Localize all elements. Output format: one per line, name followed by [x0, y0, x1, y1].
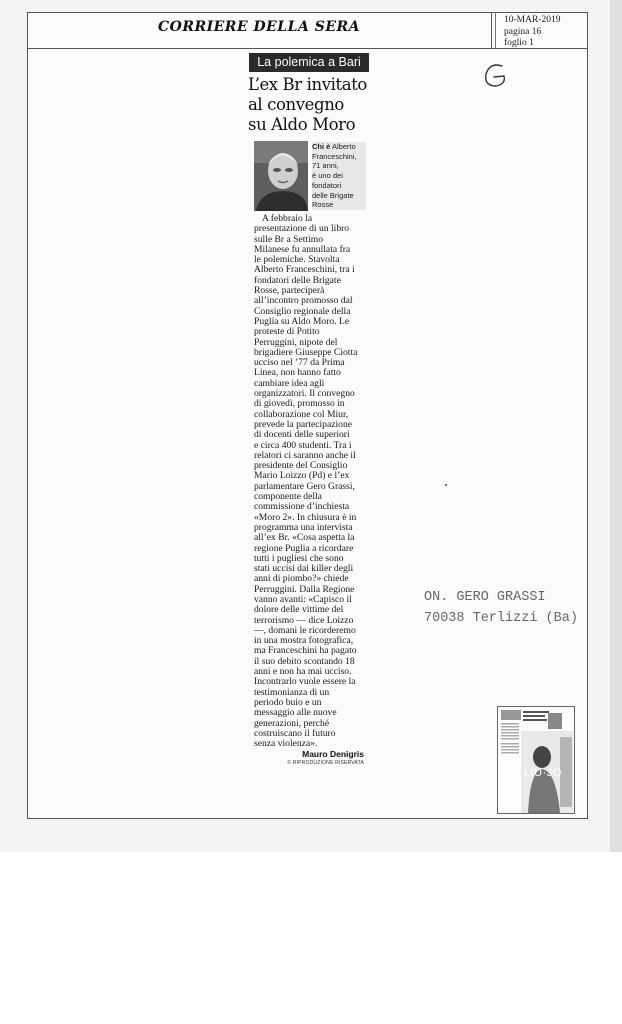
- body-line: stati uccisi dai killer degli: [254, 563, 354, 575]
- body-line: Linea, non hanno fatto: [254, 367, 341, 379]
- article-body: [254, 214, 370, 749]
- body-line: Perruggini, nipote del: [254, 336, 338, 348]
- headline-line: su Aldo Moro: [248, 115, 356, 134]
- bio-line-text: delle Brigate: [312, 190, 354, 200]
- bio-line: [312, 181, 366, 191]
- portrait-image: [254, 141, 308, 211]
- page-thumbnail: [497, 706, 575, 814]
- bio-line-text: fondatori: [312, 180, 342, 190]
- body-line: commissione d’inchiesta: [254, 501, 350, 513]
- headline-line: L’ex Br invitato: [248, 75, 367, 94]
- body-line: all’ex Br. «Cosa aspetta la: [254, 532, 355, 544]
- body-line: brigadiere Giuseppe Ciotta: [254, 346, 358, 358]
- body-line: tutti i pugliesi che sono: [254, 552, 344, 564]
- body-line: Consiglio regionale della: [254, 305, 351, 317]
- body-line: ucciso nel ’77 da Prima: [254, 357, 345, 369]
- body-line: programma una intervista: [254, 521, 353, 533]
- body-line: generazioni, perché: [254, 717, 330, 729]
- body-line: componente della: [254, 491, 322, 503]
- body-line: presentazione di un libro: [254, 223, 350, 235]
- stamp-name: ON. GERO GRASSI: [424, 590, 546, 605]
- bio-caption: [312, 142, 366, 210]
- copyright-notice: © RIPRODUZIONE RISERVATA: [287, 760, 364, 766]
- body-line: costruiscano il futuro: [254, 727, 336, 739]
- article-kicker: La polemica a Bari: [249, 53, 369, 72]
- body-line: organizzatori. Il convegno: [254, 388, 355, 400]
- sheet-shadow: [610, 0, 622, 852]
- body-line: relatori ci saranno anche il: [254, 449, 356, 461]
- publication-meta: [491, 13, 588, 48]
- article-author: Mauro Denigris: [302, 749, 364, 759]
- bio-line: [312, 171, 366, 181]
- body-line: vanno avanti: «Capisco il: [254, 593, 352, 605]
- portrait-photo: [254, 141, 308, 211]
- body-line: sulle Br a Settimo: [254, 233, 324, 245]
- bio-line: [312, 200, 366, 210]
- header-row: [28, 13, 587, 49]
- body-line: Perruggini. Dalla Regione: [254, 583, 355, 595]
- body-line: prevede la partecipazione: [254, 418, 353, 430]
- body-line: e circa 400 studenti. Tra i: [254, 439, 352, 451]
- body-line: parlamentare Gero Grassi,: [254, 480, 355, 492]
- body-line: fondatori delle Brigate: [254, 274, 341, 286]
- body-line: —, domani le ricorderemo: [254, 624, 356, 636]
- body-line: Incontrarlo vuole essere la: [254, 676, 356, 688]
- body-line: proteste di Potito: [254, 326, 320, 338]
- bio-line: [312, 142, 366, 152]
- sheet-number: foglio 1: [504, 38, 534, 48]
- page-number: pagina 16: [504, 27, 542, 37]
- body-line: cambiare idea agli: [254, 377, 325, 389]
- body-line: il suo debito scontando 18: [254, 655, 355, 667]
- article-headline: [248, 75, 388, 135]
- stamp-address: 70038 Terlizzi (Ba): [424, 611, 578, 626]
- body-line: le polemiche. Stavolta: [254, 254, 340, 266]
- body-line: Mario Loizzo (Pd) e l’ex: [254, 470, 350, 482]
- body-line: terrorismo — dice Loizzo: [254, 614, 354, 626]
- body-line: Rosse, parteciperà: [254, 285, 325, 297]
- bio-line-text: 71 anni,: [312, 161, 339, 171]
- body-line: «Moro 2». In chiusura è in: [254, 511, 357, 523]
- headline-line: al convegno: [248, 95, 344, 114]
- bio-line-text: Alberto: [330, 142, 356, 151]
- bio-line: [312, 161, 366, 171]
- body-line: regione Puglia a ricordare: [254, 542, 354, 554]
- newspaper-masthead: CORRIERE DELLA SERA: [157, 19, 361, 35]
- body-line: anni di piombo?» chiede: [254, 573, 349, 585]
- bio-line: [312, 191, 366, 201]
- bio-line-bold: Chi è: [312, 142, 331, 151]
- body-line: collaborazione col Miur,: [254, 408, 349, 420]
- body-line: messaggio alle nuove: [254, 707, 337, 719]
- body-line: A febbraio la: [262, 213, 313, 224]
- body-line: periodo buio e un: [254, 696, 322, 708]
- body-line: dolore delle vittime del: [254, 604, 344, 616]
- publication-date: 10-MAR-2019: [504, 15, 561, 25]
- body-line: senza violenza».: [254, 738, 318, 750]
- body-line: testimonianza di un: [254, 686, 330, 698]
- thumbnail-cover-text: LIU·JO: [524, 767, 562, 779]
- body-line: in una mostra fotografica,: [254, 635, 354, 647]
- body-line: Milanese fu annullata fra: [254, 243, 351, 255]
- body-line: Puglia su Aldo Moro. Le: [254, 315, 350, 327]
- scan-speck: [445, 484, 447, 486]
- bio-line-text: Franceschini,: [312, 151, 357, 161]
- body-line: ma Franceschini ha pagato: [254, 645, 357, 657]
- body-line: Alberto Franceschini, tra i: [254, 264, 355, 276]
- body-line: presidente del Consiglio: [254, 460, 348, 472]
- body-line: di giovedì, promosso in: [254, 398, 345, 410]
- body-line: anni e non ha mai ucciso.: [254, 666, 352, 678]
- bio-line-text: Rosse: [312, 200, 334, 210]
- bio-line: [312, 152, 366, 162]
- handwritten-mark: [480, 60, 510, 92]
- body-line: all’incontro promosso dal: [254, 295, 353, 307]
- bio-line-text: è uno dei: [312, 171, 343, 181]
- body-line: di docenti delle superiori: [254, 429, 350, 441]
